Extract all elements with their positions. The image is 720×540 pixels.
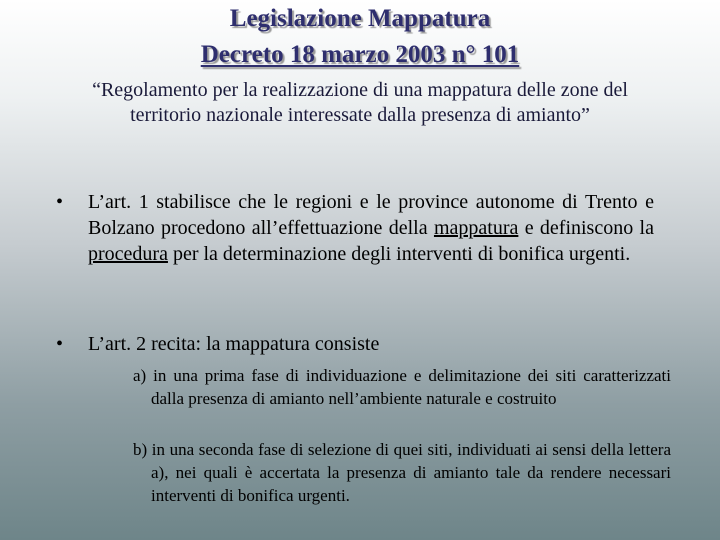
bullet-text: L’art. 2 recita: la mappatura consiste [88, 333, 380, 355]
bullet-text-part: L’art. 1 stabilisce che le regioni e le province autonome di Trento e Bolzano procedono all’effettuazione della [88, 191, 654, 239]
bullet-art-2 [56, 331, 654, 357]
subitem-b: b) in una seconda fase di selezione di quei siti, individuati ai sensi della lettera a), nei quali è accertata la presenza di amianto tale da rendere necessari interventi di bonifica urgenti. [133, 440, 671, 505]
bullet-text-part: e definiscono la [518, 217, 654, 239]
slide-title: Legislazione Mappatura [229, 5, 491, 32]
bullet-text-part: per la determinazione degli interventi di bonifica urgenti. [167, 243, 631, 265]
underlined-term-mappatura: mappatura [433, 217, 519, 239]
decree-title: Decreto 18 marzo 2003 n° 101 [200, 41, 520, 68]
regulation-subtitle: “Regolamento per la realizzazione di una mappatura delle zone del territorio nazionale interessate dalla presenza di amianto” [92, 79, 628, 126]
bullet-marker: • [56, 191, 64, 213]
subitem-a: a) in una prima fase di individuazione e delimitazione dei siti caratterizzati dalla presenza di amianto nell’ambiente naturale e costruito [133, 366, 671, 408]
bullet-art-1 [56, 189, 654, 267]
underlined-term-procedura: procedura [88, 243, 168, 265]
bullet-text [88, 189, 654, 267]
bullet-marker: • [56, 333, 64, 355]
